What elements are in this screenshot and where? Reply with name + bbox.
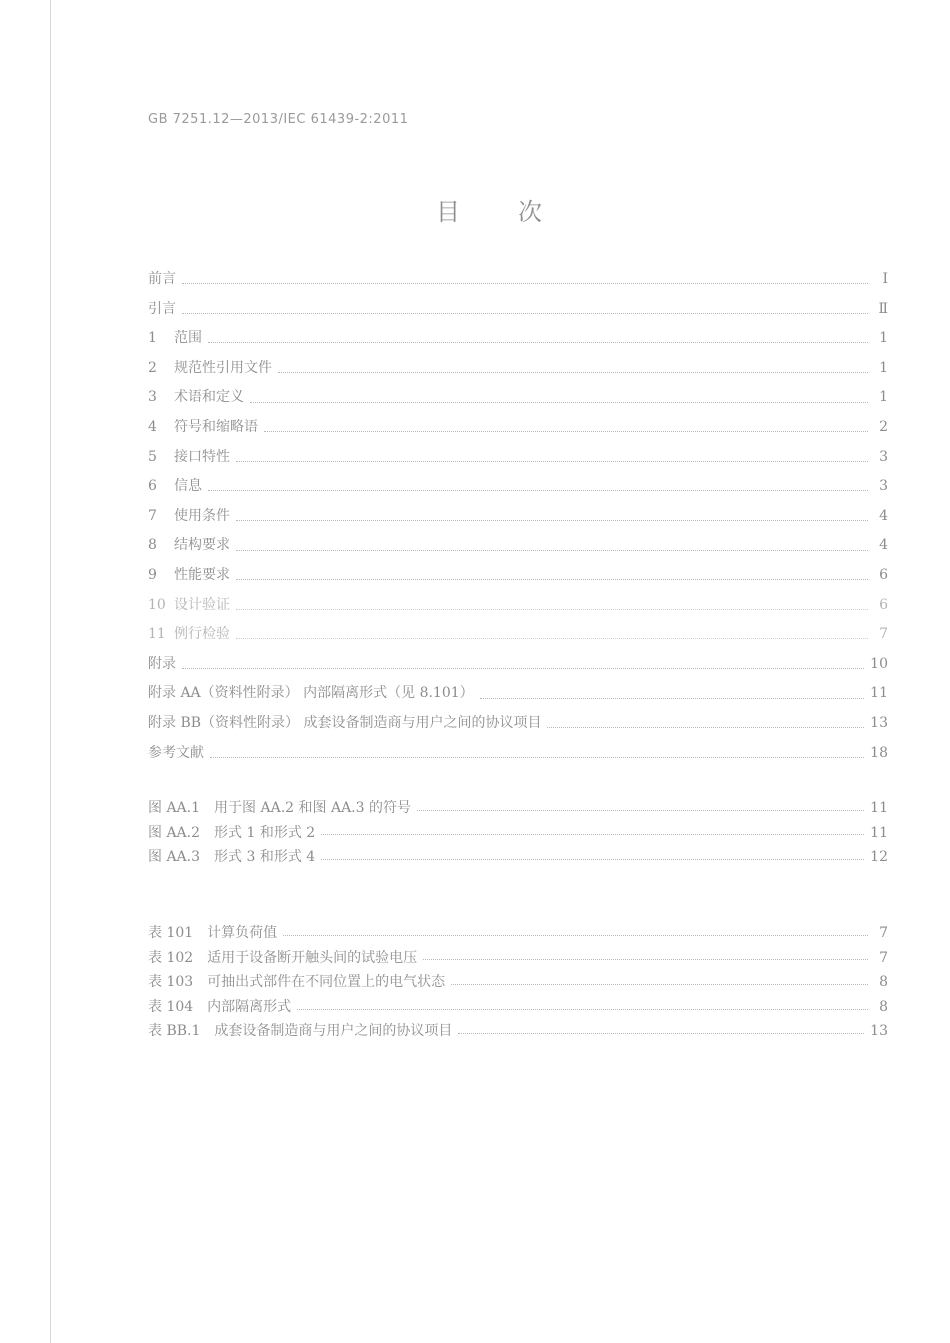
dot-leader (182, 668, 864, 669)
toc-entry (148, 298, 888, 328)
toc-entry-label: 附录 AA（资料性附录） 内部隔离形式（见 8.101） (148, 685, 474, 702)
dot-leader (480, 698, 865, 699)
dot-leader (417, 810, 864, 811)
toc-entry (148, 475, 888, 505)
toc-entry-page: 2 (879, 418, 888, 435)
standard-number-header: GB 7251.12—2013/IEC 61439-2:2011 (148, 112, 409, 127)
toc-entry (148, 996, 888, 1021)
dot-leader (250, 402, 868, 403)
dot-leader (182, 313, 868, 314)
dot-leader (321, 834, 864, 835)
toc-entry (148, 534, 888, 564)
toc-entry-number: 5 (148, 448, 157, 465)
toc-entry-number: 2 (148, 359, 157, 376)
toc-entry-page: Ⅱ (878, 300, 888, 317)
toc-entry (148, 947, 888, 972)
toc-entry-number: 10 (148, 596, 166, 613)
toc-entry-label: 图 AA.3 形式 3 和形式 4 (148, 849, 316, 866)
dot-leader (182, 283, 868, 284)
toc-entry-label: 表 BB.1 成套设备制造商与用户之间的协议项目 (148, 1023, 453, 1040)
page-title: 目次 (436, 198, 600, 226)
toc-entry (148, 446, 888, 476)
dot-leader (236, 579, 868, 580)
toc-entry-label: 图 AA.2 形式 1 和形式 2 (148, 824, 316, 841)
toc-entry (148, 357, 888, 387)
dot-leader (236, 550, 868, 551)
toc-entry-label: 表 104 内部隔离形式 (148, 998, 292, 1015)
dot-leader (321, 859, 864, 860)
dot-leader (208, 490, 868, 491)
toc-entry-page: 3 (879, 448, 888, 465)
toc-entry-label: 信息 (174, 478, 202, 495)
toc-entry-page: 1 (879, 359, 888, 376)
toc-entry-label: 术语和定义 (174, 389, 244, 406)
toc-entry-page: 11 (870, 800, 888, 816)
toc-figures-list (148, 797, 888, 871)
toc-entry (148, 971, 888, 996)
toc-entry-label: 表 103 可抽出式部件在不同位置上的电气状态 (148, 974, 446, 991)
toc-entry-number: 6 (148, 478, 157, 495)
toc-entry (148, 922, 888, 947)
toc-entry-page: 1 (879, 330, 888, 347)
toc-entry (148, 682, 888, 712)
toc-entry-label: 使用条件 (174, 507, 230, 524)
toc-entry (148, 1020, 888, 1045)
dot-leader (208, 342, 868, 343)
toc-entry-page: 11 (870, 685, 888, 702)
toc-entry-label: 符号和缩略语 (174, 418, 258, 435)
toc-entry-number: 3 (148, 389, 157, 406)
toc-entry-page: 7 (879, 925, 888, 941)
toc-entry (148, 416, 888, 446)
toc-entry-label: 前言 (148, 271, 176, 287)
dot-leader (236, 520, 868, 521)
toc-entry-page: 8 (879, 998, 888, 1015)
dot-leader (278, 372, 868, 373)
dot-leader (423, 959, 868, 960)
toc-entry-label: 参考文献 (148, 744, 204, 761)
toc-entry-label: 附录 BB（资料性附录） 成套设备制造商与用户之间的协议项目 (148, 714, 542, 731)
toc-entry-label: 接口特性 (174, 448, 230, 465)
toc-entry-number: 7 (148, 507, 157, 524)
toc-entry (148, 386, 888, 416)
toc-entry (148, 846, 888, 871)
toc-entry (148, 327, 888, 357)
toc-entry-page: 18 (870, 744, 888, 761)
dot-leader (458, 1033, 864, 1034)
dot-leader (297, 1009, 868, 1010)
toc-entry (148, 653, 888, 683)
dot-leader (264, 431, 868, 432)
dot-leader (210, 757, 864, 758)
toc-entry-number: 1 (148, 330, 157, 347)
toc-entry-page: 11 (870, 824, 888, 841)
toc-entry-page: Ⅰ (882, 271, 888, 287)
toc-entry (148, 268, 888, 298)
toc-entry-number: 8 (148, 537, 157, 554)
toc-entry-number: 9 (148, 566, 157, 583)
toc-entry (148, 742, 888, 772)
toc-entry-label: 表 102 适用于设备断开触头间的试验电压 (148, 949, 418, 966)
dot-leader (236, 461, 868, 462)
toc-entry (148, 564, 888, 594)
toc-entry-label: 性能要求 (174, 566, 230, 583)
toc-entry-page: 10 (870, 655, 888, 672)
dot-leader (451, 984, 868, 985)
toc-entry-page: 4 (879, 507, 888, 524)
toc-main-list (148, 268, 888, 771)
toc-entry-page: 6 (879, 596, 888, 613)
toc-entry-page: 13 (870, 714, 888, 731)
toc-entry (148, 797, 888, 822)
dot-leader (283, 935, 868, 936)
toc-entry-label: 引言 (148, 300, 176, 317)
toc-entry-label: 图 AA.1 用于图 AA.2 和图 AA.3 的符号 (148, 800, 411, 816)
dot-leader (547, 727, 864, 728)
toc-entry-page: 7 (879, 949, 888, 966)
toc-entry-label: 例行检验 (174, 626, 230, 643)
dot-leader (236, 638, 868, 639)
toc-entry-page: 12 (870, 849, 888, 866)
toc-entry-page: 3 (879, 478, 888, 495)
toc-entry-page: 8 (879, 974, 888, 991)
toc-tables-list (148, 922, 888, 1045)
toc-entry (148, 594, 888, 624)
toc-entry-number: 4 (148, 418, 157, 435)
toc-entry (148, 822, 888, 847)
toc-entry-label: 设计验证 (174, 596, 230, 613)
toc-entry (148, 505, 888, 535)
toc-entry (148, 712, 888, 742)
toc-entry-label: 附录 (148, 655, 176, 672)
toc-entry-label: 规范性引用文件 (174, 359, 272, 376)
toc-entry-number: 11 (148, 626, 166, 643)
toc-entry-page: 13 (870, 1023, 888, 1040)
toc-entry-page: 1 (879, 389, 888, 406)
toc-entry-label: 表 101 计算负荷值 (148, 925, 278, 941)
toc-entry-label: 结构要求 (174, 537, 230, 554)
toc-entry-page: 6 (879, 566, 888, 583)
toc-entry-page: 4 (879, 537, 888, 554)
dot-leader (236, 609, 868, 610)
toc-entry-page: 7 (879, 626, 888, 643)
toc-entry-label: 范围 (174, 330, 202, 347)
toc-entry (148, 623, 888, 653)
